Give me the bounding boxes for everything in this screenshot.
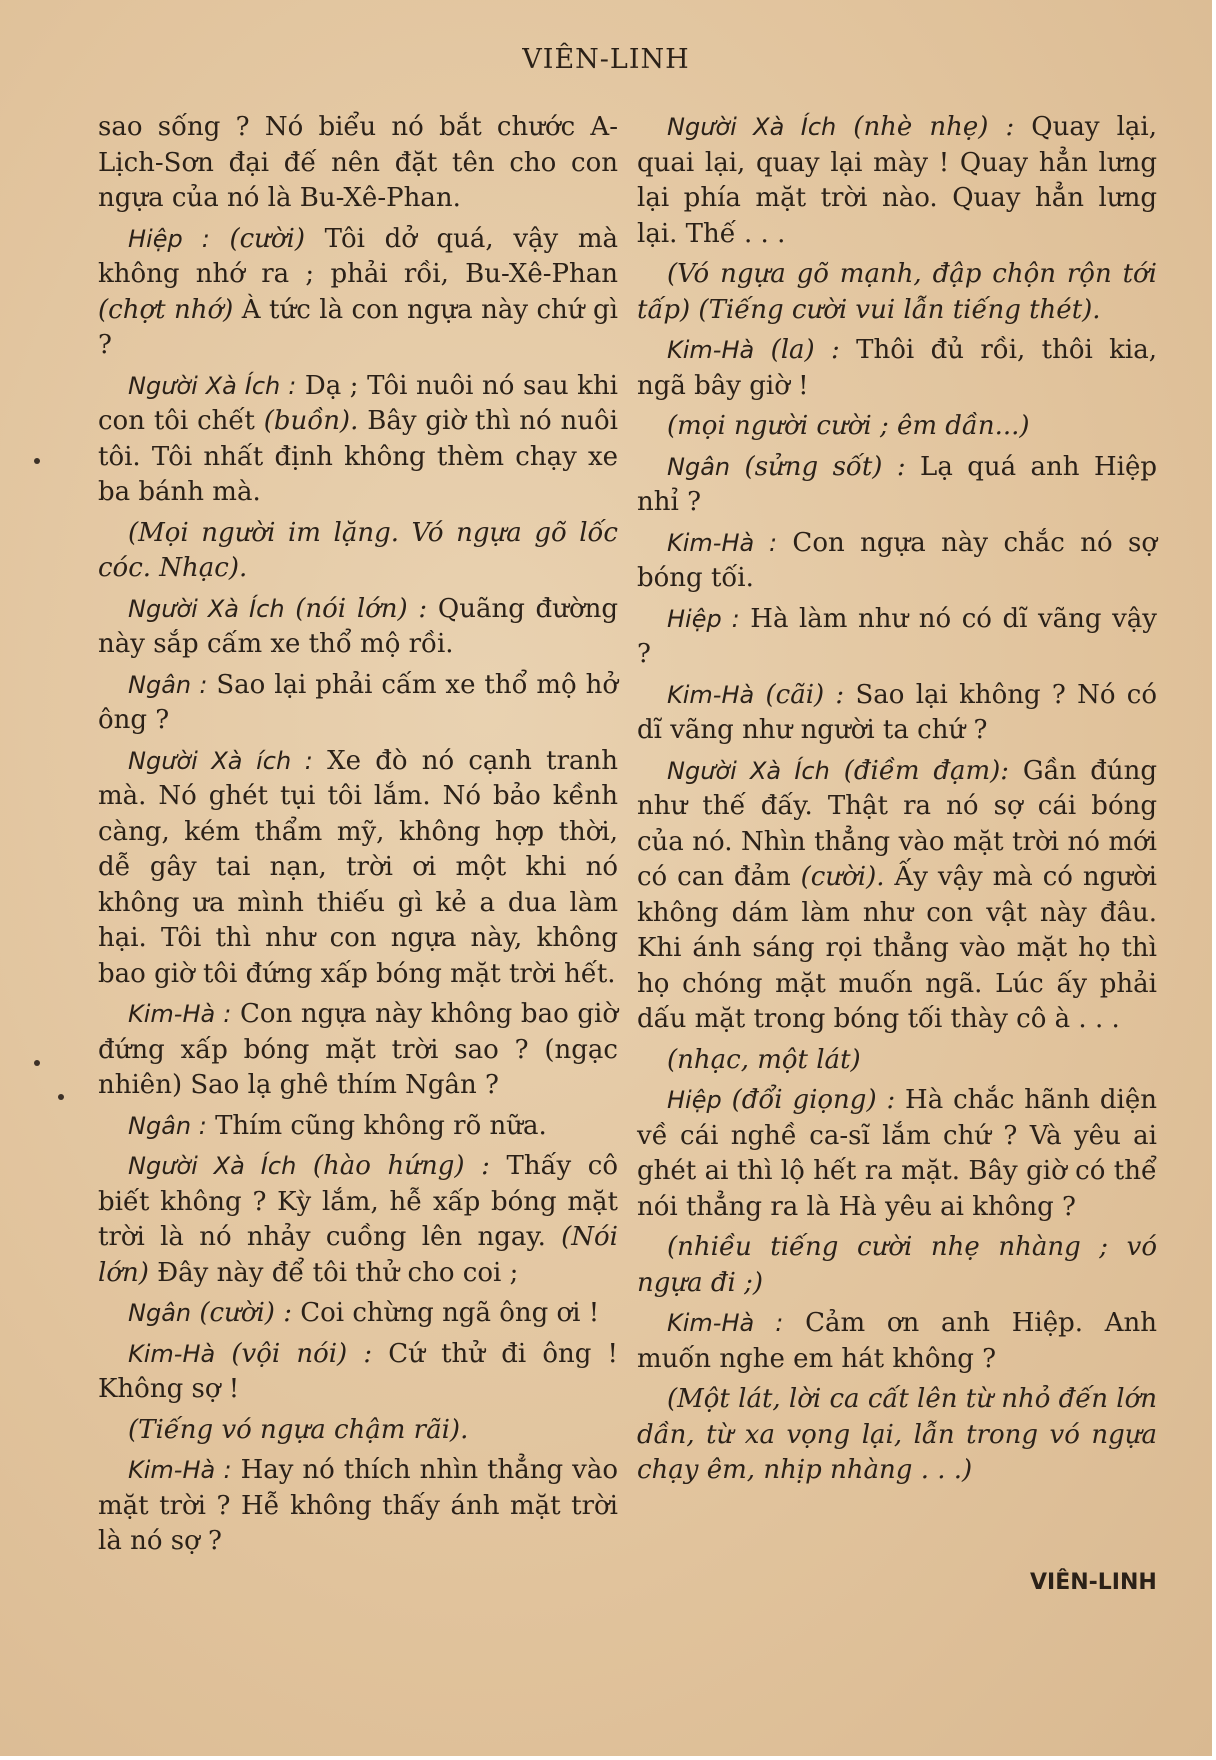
dialogue-text: Sao lại phải cấm xe thổ mộ hở ông ? bbox=[98, 669, 618, 735]
dialogue-line bbox=[637, 1083, 1157, 1225]
dialogue-line bbox=[98, 1109, 618, 1145]
speaker-name: Kim-Hà : bbox=[667, 528, 778, 557]
dialogue-line bbox=[98, 744, 618, 993]
dialogue-text: Tôi dở quá, vậy mà không nhớ ra ; phải rồi, Bu-Xê-Phan bbox=[98, 223, 618, 289]
dialogue-line bbox=[637, 678, 1157, 749]
dialogue-line bbox=[637, 110, 1157, 252]
speaker-name: Hiệp : bbox=[128, 224, 210, 253]
stage-direction: (Mọi người im lặng. Vó ngựa gõ lốc cóc. Nhạc). bbox=[98, 517, 618, 583]
speaker-name: Người Xà Ích bbox=[667, 113, 837, 141]
dialogue-line bbox=[98, 668, 618, 739]
margin-mark bbox=[34, 458, 40, 464]
stage-direction: (Một lát, lời ca cất lên từ nhỏ đến lớn dần, từ xa vọng lại, lẫn trong vó ngựa chạy êm, nhịp nhàng . . .) bbox=[637, 1384, 1157, 1485]
dialogue-line bbox=[98, 592, 618, 663]
stage-direction: (nhạc, một lát) bbox=[667, 1044, 861, 1075]
page-header-title: VIÊN-LINH bbox=[522, 44, 690, 75]
dialogue-text: Hà làm như nó có dĩ vãng vậy ? bbox=[637, 603, 1157, 669]
dialogue-text: Gần đúng như thế đấy. Thật ra nó sợ cái bóng của nó. Nhìn thẳng vào mặt trời nó mới có can đảm bbox=[637, 755, 1157, 892]
stage-direction: (Tiếng vó ngựa chậm rãi). bbox=[128, 1414, 469, 1445]
dialogue-text: Con ngựa này chắc nó sợ bóng tối. bbox=[637, 527, 1157, 593]
dialogue-text: Ấy vậy mà có người không dám làm như con vật này đâu. Khi ánh sáng rọi thẳng vào mặt họ thì họ chóng mặt muốn ngã. Lúc ấy phải dấu mặt trong bóng tối thày cô à . . . bbox=[637, 862, 1158, 1034]
paragraph: sao sống ? Nó biểu nó bắt chước A-Lịch-Sơn đại đế nên đặt tên cho con ngựa của nó là Bu-Xê-Phan. bbox=[98, 112, 618, 213]
dialogue-text: Bây giờ thì nó nuôi tôi. Tôi nhất định không thèm chạy xe ba bánh mà. bbox=[98, 406, 618, 507]
stage-direction-inline: (nói lớn) : bbox=[295, 593, 428, 624]
stage-direction-inline: (đổi giọng) : bbox=[731, 1085, 896, 1115]
dialogue-text: Dạ ; Tôi nuôi nó sau khi con tôi chết bbox=[98, 370, 619, 436]
speaker-name: Ngân bbox=[128, 1299, 192, 1327]
dialogue-line bbox=[98, 1296, 618, 1332]
speaker-name: Người Xà Ích bbox=[128, 594, 285, 623]
speaker-name: Hiệp bbox=[667, 1086, 722, 1114]
dialogue-text: Sao lại không ? Nó có dĩ vãng như người ta chứ ? bbox=[637, 679, 1157, 745]
stage-direction-inline: (hào hứng) : bbox=[312, 1151, 490, 1181]
dialogue-line bbox=[98, 369, 618, 511]
speaker-name: Kim-Hà : bbox=[128, 1000, 232, 1028]
dialogue-text: Cảm ơn anh Hiệp. Anh muốn nghe em hát không ? bbox=[637, 1308, 1157, 1374]
dialogue-line bbox=[637, 333, 1157, 404]
speaker-name: Hiệp : bbox=[667, 604, 740, 633]
dialogue-line bbox=[98, 1149, 618, 1291]
speaker-name: Ngân : bbox=[128, 670, 208, 699]
dialogue-line bbox=[637, 754, 1157, 1038]
speaker-name: Kim-Hà bbox=[667, 336, 755, 364]
speaker-name: Người Xà Ích bbox=[667, 756, 830, 785]
margin-mark bbox=[58, 1094, 64, 1100]
dialogue-line bbox=[98, 1337, 618, 1408]
dialogue-line bbox=[98, 1453, 618, 1560]
speaker-name: Kim-Hà : bbox=[128, 1456, 232, 1484]
stage-direction-inline: (vội nói) : bbox=[231, 1338, 373, 1369]
dialogue-line bbox=[637, 450, 1157, 521]
stage-direction-inline: (la) : bbox=[770, 335, 840, 365]
stage-direction-inline: (cười) bbox=[229, 223, 306, 254]
dialogue-text: Con ngựa này không bao giờ đứng xấp bóng mặt trời sao ? (ngạc nhiên) Sao lạ ghê thím Ngân ? bbox=[98, 999, 618, 1100]
left-text-column bbox=[98, 110, 618, 1565]
speaker-name: Ngân bbox=[667, 452, 731, 481]
dialogue-text: Đây này để tôi thử cho coi ; bbox=[148, 1257, 519, 1288]
dialogue-text: Thấy cô biết không ? Kỳ lắm, hễ xấp bóng mặt trời là nó nhảy cuồng lên ngay. bbox=[98, 1151, 619, 1252]
speaker-name: Kim-Hà bbox=[128, 1339, 216, 1368]
speaker-name: Người Xà Ích : bbox=[128, 371, 297, 400]
dialogue-text: Hay nó thích nhìn thẳng vào mặt trời ? Hễ không thấy ánh mặt trời là nó sợ ? bbox=[98, 1455, 618, 1556]
speaker-name: Kim-Hà bbox=[667, 680, 755, 709]
right-text-column bbox=[637, 110, 1157, 1494]
dialogue-text: Cứ thử đi ông ! Không sợ ! bbox=[98, 1338, 619, 1404]
dialogue-text: Quay lại, quai lại, quay lại mày ! Quay hẳn lưng lại phía mặt trời nào. Quay hẳn lưng lại. Thế . . . bbox=[637, 112, 1157, 249]
dialogue-text: Quãng đường này sắp cấm xe thổ mộ rồi. bbox=[98, 593, 618, 659]
stage-direction-inline: (cãi) : bbox=[765, 679, 845, 710]
stage-direction-inline: (chợt nhớ) bbox=[98, 294, 234, 325]
stage-direction: (Vó ngựa gõ mạnh, đập chộn rộn tới tấp) (Tiếng cười vui lẫn tiếng thét). bbox=[637, 259, 1157, 325]
margin-mark bbox=[34, 1060, 40, 1066]
stage-direction-inline: (cười). bbox=[800, 862, 885, 892]
dialogue-text: Thôi đủ rồi, thôi kia, ngã bây giờ ! bbox=[637, 335, 1157, 401]
author-signature: VIÊN-LINH bbox=[1030, 1570, 1157, 1595]
stage-direction-inline: (cười) : bbox=[199, 1298, 292, 1328]
dialogue-text: Lạ quá anh Hiệp nhỉ ? bbox=[637, 451, 1157, 517]
stage-direction-inline: (buồn). bbox=[263, 406, 359, 436]
dialogue-line bbox=[98, 997, 618, 1104]
dialogue-line bbox=[637, 602, 1157, 673]
dialogue-line bbox=[98, 222, 618, 364]
stage-direction: (nhiều tiếng cười nhẹ nhàng ; vó ngựa đi ;) bbox=[637, 1232, 1157, 1298]
dialogue-text: Thím cũng không rõ nữa. bbox=[206, 1110, 547, 1141]
speaker-name: Người Xà ích : bbox=[128, 746, 313, 775]
stage-direction: (mọi người cười ; êm dần...) bbox=[667, 411, 1030, 441]
dialogue-text: Coi chừng ngã ông ơi ! bbox=[291, 1298, 600, 1328]
dialogue-line bbox=[637, 1306, 1157, 1377]
speaker-name: Kim-Hà : bbox=[667, 1309, 784, 1337]
dialogue-text: Hà chắc hãnh diện về cái nghề ca-sĩ lắm chứ ? Và yêu ai ghét ai thì lộ hết ra mặt. Bây giờ có thể nói thẳng ra là Hà yêu ai không ? bbox=[637, 1085, 1157, 1222]
dialogue-text: À tức là con ngựa này chứ gì ? bbox=[98, 294, 618, 360]
speaker-name: Ngân : bbox=[128, 1111, 207, 1140]
dialogue-text: Xe đò nó cạnh tranh mà. Nó ghét tụi tôi lắm. Nó bảo kềnh càng, kém thẩm mỹ, không hợp thời, dễ gây tai nạn, trời ơi một khi nó không ưa mình thiếu gì kẻ a dua làm hại. Tôi thì như con ngựa này, không bao giờ tôi đứng xấp bóng mặt trời hết. bbox=[98, 745, 618, 989]
stage-direction-inline: (nhè nhẹ) : bbox=[853, 112, 1015, 142]
speaker-name: Người Xà Ích bbox=[128, 1152, 297, 1180]
dialogue-line bbox=[637, 526, 1157, 597]
stage-direction-inline: (điềm đạm): bbox=[843, 755, 1010, 786]
stage-direction-inline: (sửng sốt) : bbox=[744, 451, 906, 482]
stage-direction-inline: (Nói lớn) bbox=[98, 1222, 618, 1288]
